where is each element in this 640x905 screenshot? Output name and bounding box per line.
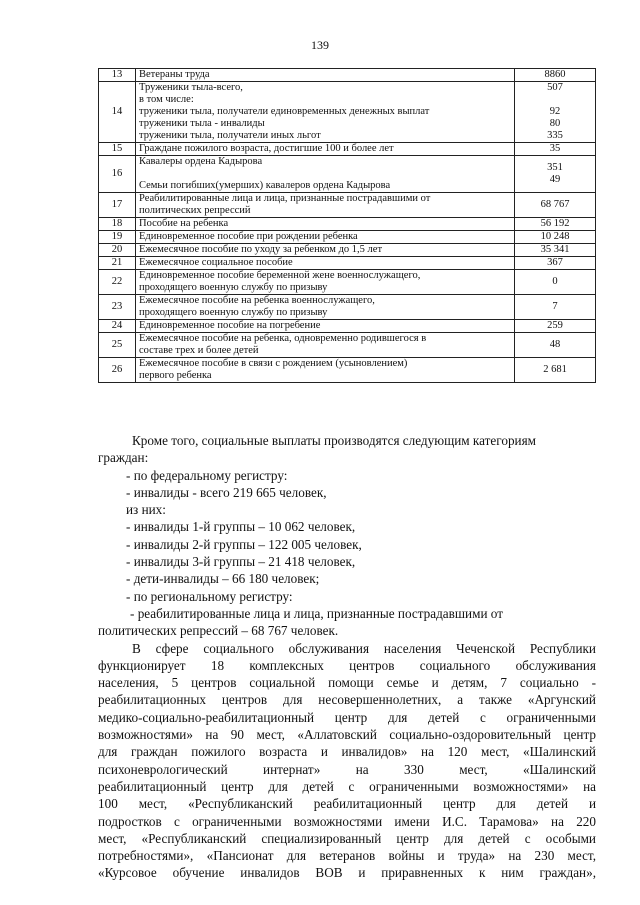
value-line: 259: [547, 320, 563, 331]
paragraph-line: мест, «Республиканский специализированный центр для детей с особыми: [98, 830, 596, 846]
description-line: Ветераны труда: [139, 69, 210, 80]
table-row: [99, 69, 596, 82]
row-number: 16: [99, 156, 136, 193]
row-number: 25: [99, 333, 136, 358]
group2-line: - инвалиды 2-й группы – 122 005 человек,: [126, 536, 362, 552]
row-value: [515, 244, 596, 257]
row-number: 23: [99, 295, 136, 320]
paragraph-line: «Курсовое обучение инвалидов ВОВ и приравненных к ним граждан»,: [98, 865, 596, 881]
table-row: [99, 218, 596, 231]
table-row: [99, 320, 596, 333]
row-description: [136, 69, 515, 82]
table-row: [99, 231, 596, 244]
paragraph-line: для граждан пожилого возраста и инвалидов» на 120 мест, «Шалинский: [98, 744, 596, 760]
intro-paragraph-line1: Кроме того, социальные выплаты производятся следующим категориям: [132, 433, 537, 448]
row-value: [515, 69, 596, 82]
value-line: [518, 94, 592, 106]
row-value: [515, 193, 596, 218]
row-value: [515, 270, 596, 295]
description-line: Единовременное пособие при рождении ребенка: [139, 231, 358, 242]
row-number: 19: [99, 231, 136, 244]
paragraph-line: реабилитационный центр для детей с ограниченными возможностями» на: [98, 778, 596, 794]
group3-line: - инвалиды 3-й группы – 21 418 человек,: [126, 554, 356, 570]
row-value: [515, 333, 596, 358]
table-row: [99, 333, 596, 358]
row-description: [136, 333, 515, 358]
value-line: 80: [549, 118, 561, 129]
row-number: 17: [99, 193, 136, 218]
value-line: 8860: [544, 69, 566, 80]
description-line: первого ребенка: [139, 370, 212, 381]
row-value: [515, 82, 596, 143]
of-them-line: из них:: [126, 502, 166, 518]
value-line: 7: [552, 301, 558, 312]
description-line: труженики тыла, получатели иных льгот: [139, 130, 321, 141]
paragraph-line: 100 мест, «Республиканский реабилитационный центр для детей и: [98, 796, 596, 812]
value-line: 335: [547, 130, 563, 141]
row-description: [136, 320, 515, 333]
description-line: труженики тыла, получатели единовременных денежных выплат: [139, 106, 430, 117]
description-line: Ежемесячное пособие в связи с рождением (усыновлением): [139, 358, 408, 369]
description-line: в том числе:: [139, 94, 194, 105]
row-value: [515, 143, 596, 156]
value-line: 10 248: [540, 231, 570, 242]
paragraph-line: населения, 5 центров социальной помощи семье и детям, 7 социально -: [98, 675, 596, 691]
value-line: 92: [549, 106, 561, 117]
description-line: труженики тыла - инвалиды: [139, 118, 265, 129]
row-value: [515, 231, 596, 244]
paragraph-line: подростков с ограниченными возможностями имени И.С. Тарамова» на 220: [98, 813, 596, 829]
paragraph-line: В сфере социального обслуживания населения Чеченской Республики: [132, 640, 596, 656]
description-line: Кавалеры ордена Кадырова: [139, 156, 263, 167]
description-line: Пособие на ребенка: [139, 218, 229, 229]
value-line: 35: [549, 143, 561, 154]
description-line: Единовременное пособие на погребение: [139, 320, 321, 331]
description-line: проходящего военную службу по призыву: [139, 282, 328, 293]
value-line: 35 341: [540, 244, 570, 255]
rehabilitated-line2: политических репрессий – 68 767 человек.: [98, 623, 339, 639]
value-line: 68 767: [540, 199, 570, 210]
description-line: Труженики тыла-всего,: [139, 82, 243, 93]
value-line: 351: [547, 162, 563, 173]
row-description: [136, 156, 515, 193]
description-line: Ежемесячное пособие на ребенка, одновременно родившегося в: [139, 333, 427, 344]
value-line: 56 192: [540, 218, 570, 229]
paragraph-line: медико-социально-реабилитационный центр для детей с ограниченными: [98, 709, 596, 725]
row-value: [515, 257, 596, 270]
description-line: [139, 168, 511, 180]
table-row: [99, 82, 596, 143]
value-line: 49: [549, 174, 561, 185]
row-number: 21: [99, 257, 136, 270]
paragraph-line: психоневрологический интернат» на 330 мест, «Шалинский: [98, 761, 596, 777]
row-value: [515, 358, 596, 383]
description-line: Граждане пожилого возраста, достигшие 100 и более лет: [139, 143, 394, 154]
row-description: [136, 143, 515, 156]
value-line: 507: [547, 82, 563, 93]
value-line: 367: [547, 257, 563, 268]
table-row: [99, 358, 596, 383]
row-description: [136, 358, 515, 383]
paragraph-line: потребностями», «Пансионат для ветеранов войны и труда» на 230 мест,: [98, 848, 596, 864]
row-description: [136, 82, 515, 143]
row-description: [136, 193, 515, 218]
description-line: Ежемесячное пособие по уходу за ребенком до 1,5 лет: [139, 244, 383, 255]
row-description: [136, 257, 515, 270]
row-description: [136, 244, 515, 257]
row-description: [136, 295, 515, 320]
row-value: [515, 320, 596, 333]
intro-paragraph-line2: граждан:: [98, 450, 149, 466]
row-number: 24: [99, 320, 136, 333]
page-number: 139: [311, 38, 329, 52]
regional-register-line: - по региональному регистру:: [126, 588, 293, 604]
row-value: [515, 218, 596, 231]
row-description: [136, 218, 515, 231]
row-number: 15: [99, 143, 136, 156]
rehabilitated-line1: - реабилитированные лица и лица, признанные пострадавшими от: [130, 605, 503, 621]
row-value: [515, 295, 596, 320]
row-number: 13: [99, 69, 136, 82]
description-line: политических репрессий: [139, 205, 251, 216]
row-description: [136, 231, 515, 244]
table-row: [99, 257, 596, 270]
table-row: [99, 156, 596, 193]
description-line: Реабилитированные лица и лица, признанные пострадавшими от: [139, 193, 431, 204]
row-description: [136, 270, 515, 295]
description-line: Семьи погибших(умерших) кавалеров ордена Кадырова: [139, 180, 391, 191]
group1-line: - инвалиды 1-й группы – 10 062 человек,: [126, 519, 356, 535]
value-line: 2 681: [543, 364, 567, 375]
body-text: [98, 432, 596, 882]
table-row: [99, 270, 596, 295]
description-line: Ежемесячное пособие на ребенка военнослужащего,: [139, 295, 375, 306]
disabled-children-line: - дети-инвалиды – 66 180 человек;: [126, 571, 320, 587]
description-line: составе трех и более детей: [139, 345, 259, 356]
disabled-total-line: - инвалиды - всего 219 665 человек,: [126, 484, 327, 500]
paragraph-line: функционирует 18 комплексных центров социального обслуживания: [98, 657, 596, 673]
table-row: [99, 244, 596, 257]
table-row: [99, 193, 596, 218]
benefits-table: [98, 68, 596, 383]
paragraph-line: возможностями» на 90 мест, «Аллатовский социально-оздоровительный центр: [98, 727, 596, 743]
social-services-paragraph: [98, 640, 596, 882]
row-number: 18: [99, 218, 136, 231]
row-number: 26: [99, 358, 136, 383]
value-line: 48: [549, 339, 561, 350]
paragraph-line: реабилитационных центров для несовершеннолетних, а также «Аргунский: [98, 692, 596, 708]
table-row: [99, 143, 596, 156]
federal-register-line: - по федеральному регистру:: [126, 467, 288, 483]
row-value: [515, 156, 596, 193]
value-line: 0: [552, 276, 558, 287]
row-number: 14: [99, 82, 136, 143]
table-row: [99, 295, 596, 320]
description-line: Ежемесячное социальное пособие: [139, 257, 293, 268]
row-number: 20: [99, 244, 136, 257]
row-number: 22: [99, 270, 136, 295]
description-line: Единовременное пособие беременной жене военнослужащего,: [139, 270, 421, 281]
description-line: проходящего военную службу по призыву: [139, 307, 328, 318]
